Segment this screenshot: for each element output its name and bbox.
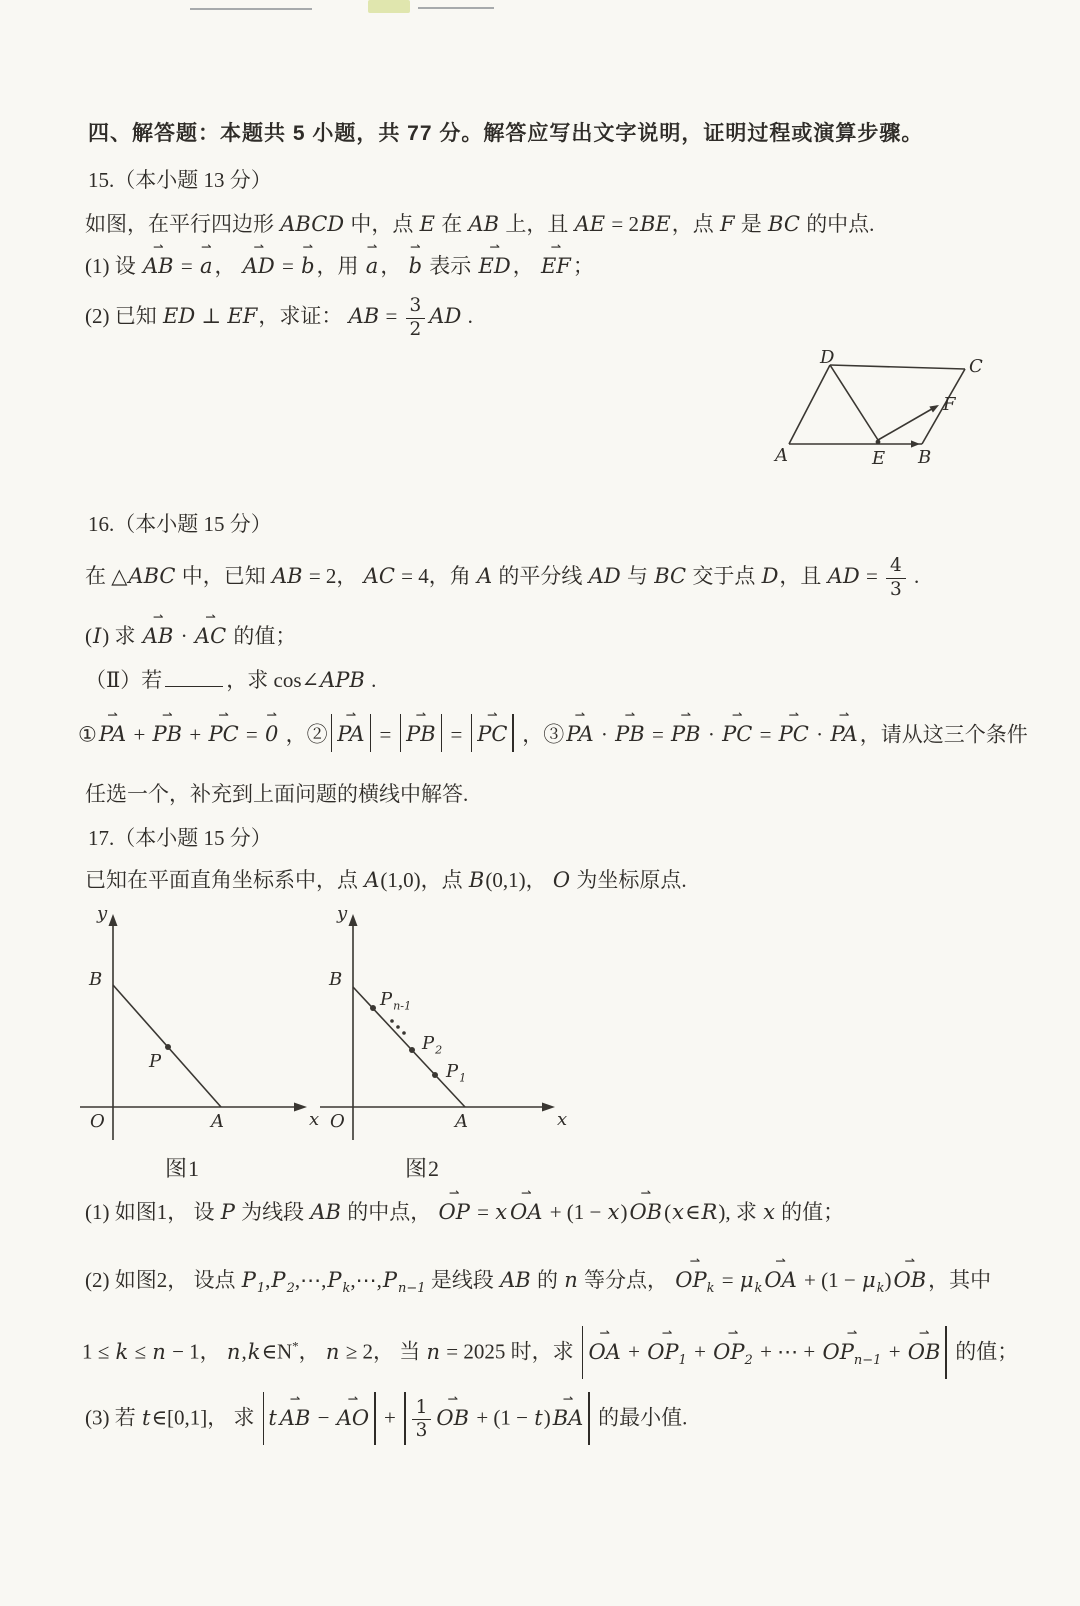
point-label-e: E bbox=[872, 448, 886, 469]
q17-title: 17.（本小题 15 分） bbox=[88, 826, 272, 850]
point-label-f: F bbox=[943, 394, 956, 415]
parallelogram-drawing bbox=[772, 352, 1002, 467]
vertex-label-a: A bbox=[775, 445, 788, 466]
fig2-point-p2-label: $P_2$ bbox=[422, 1033, 443, 1057]
fig2-point-a-label: A bbox=[455, 1111, 468, 1132]
fig1-point-b-label: B bbox=[89, 969, 103, 990]
q15-part1: (1) 设 ⇀ AB = ⇀ a， ⇀ AD = ⇀ b，用 ⇀ a， ⇀ b 表示 ⇀ ED， ⇀ EF； bbox=[85, 239, 594, 278]
q16-title: 16.（本小题 15 分） bbox=[88, 512, 272, 536]
fig2-point-p1-label: $P_1$ bbox=[446, 1061, 467, 1085]
q16-part1: (I) 求 ⇀ AB · ⇀ AC 的值； bbox=[85, 609, 297, 648]
fig2-y-axis-label: y bbox=[337, 903, 348, 924]
q16-intro: 在 △ABC 中，已知 AB = 2， AC = 4，角 A 的平分线 AD 与 BC 交于点 D，且 AD = $\frac{4}{3}$ . bbox=[85, 555, 920, 600]
q16-conditions: ① ⇀ PA + ⇀ PB + ⇀ PC = ⇀ 0 ，② ⇀ PA = ⇀ PB = ⇀ PC ，③ ⇀ PA · ⇀ PB = ⇀ PB · ⇀ PC = ⇀ PC · ⇀ PA，请从这三个条件 bbox=[78, 714, 1028, 752]
fig2-origin-label: O bbox=[330, 1111, 345, 1132]
section-header: 四、解答题：本题共 5 小题，共 77 分。解答应写出文字说明，证明过程或演算步骤。 bbox=[88, 122, 924, 145]
q17-figure-2 bbox=[315, 905, 575, 1150]
scan-artifact-line-right bbox=[418, 7, 494, 9]
figure1-caption: 图1 bbox=[165, 1156, 201, 1181]
q15-title: 15.（本小题 13 分） bbox=[88, 168, 272, 192]
figure2-axes bbox=[315, 905, 575, 1150]
fig1-origin-label: O bbox=[90, 1111, 105, 1132]
vertex-label-b: B bbox=[918, 447, 932, 468]
q16-conditions-cont: 任选一个，补充到上面问题的横线中解答. bbox=[85, 782, 469, 806]
q15-part2: (2) 已知 ED ⊥ EF，求证： AB = $\frac{3}{2}$ AD . bbox=[85, 295, 473, 340]
q17-part2-line2: 1 ≤ k ≤ n − 1， n,k∈N*， n ≥ 2， 当 n = 2025 时，求 ⇀ OA + ⇀ $OP_1$ + ⇀ $OP_2$ + ⋯ + ⇀ $OP_{n-1}$ + ⇀ OB 的值； bbox=[82, 1326, 1018, 1379]
q17-part1: (1) 如图1， 设 P 为线段 AB 的中点， ⇀ OP = x ⇀ OA + (1 − x) ⇀ OB(x∈R), 求 x 的值； bbox=[85, 1185, 845, 1224]
q15-parallelogram-figure bbox=[772, 347, 1002, 469]
fig1-y-axis-label: y bbox=[97, 903, 108, 924]
q17-part3: (3) 若 t∈[0,1]， 求 t ⇀ AB − ⇀ AO + $\frac{1}{3}$ ⇀ OB + (1 − t) ⇀ BA 的最小值. bbox=[85, 1392, 687, 1445]
scan-artifact-green-square bbox=[368, 0, 410, 13]
q16-part2: （Ⅱ）若 ，求 cos∠APB . bbox=[85, 664, 376, 697]
vertex-label-d: D bbox=[820, 347, 835, 368]
fig2-point-b-label: B bbox=[329, 969, 343, 990]
q15-intro: 如图，在平行四边形 ABCD 中，点 E 在 AB 上，且 AE = 2BE，点 F 是 BC 的中点. bbox=[85, 212, 875, 236]
figure2-caption: 图2 bbox=[405, 1156, 441, 1181]
fig2-x-axis-label: x bbox=[557, 1109, 568, 1130]
q17-figure-1 bbox=[75, 905, 325, 1150]
fig1-x-axis-label: x bbox=[309, 1109, 320, 1130]
fig1-point-p-label: P bbox=[149, 1051, 162, 1072]
fig1-point-a-label: A bbox=[211, 1111, 224, 1132]
q17-part2-line1: (2) 如图2， 设点 $P_1,P_2,\cdots,P_k,\cdots,P_{n-1}$ 是线段 AB 的 n 等分点， ⇀ $OP_k = \mu_k$ ⇀ OA + $(1 - \mu_k)$ ⇀ OB，其中 bbox=[85, 1253, 992, 1297]
figure1-axes bbox=[75, 905, 325, 1150]
scan-artifact-line-left bbox=[190, 8, 312, 10]
vertex-label-c: C bbox=[969, 356, 983, 377]
fig2-point-pn1-label: $P_{n-1}$ bbox=[380, 989, 412, 1013]
q17-intro: 已知在平面直角坐标系中，点 A(1,0)，点 B(0,1)， O 为坐标原点. bbox=[85, 868, 687, 892]
